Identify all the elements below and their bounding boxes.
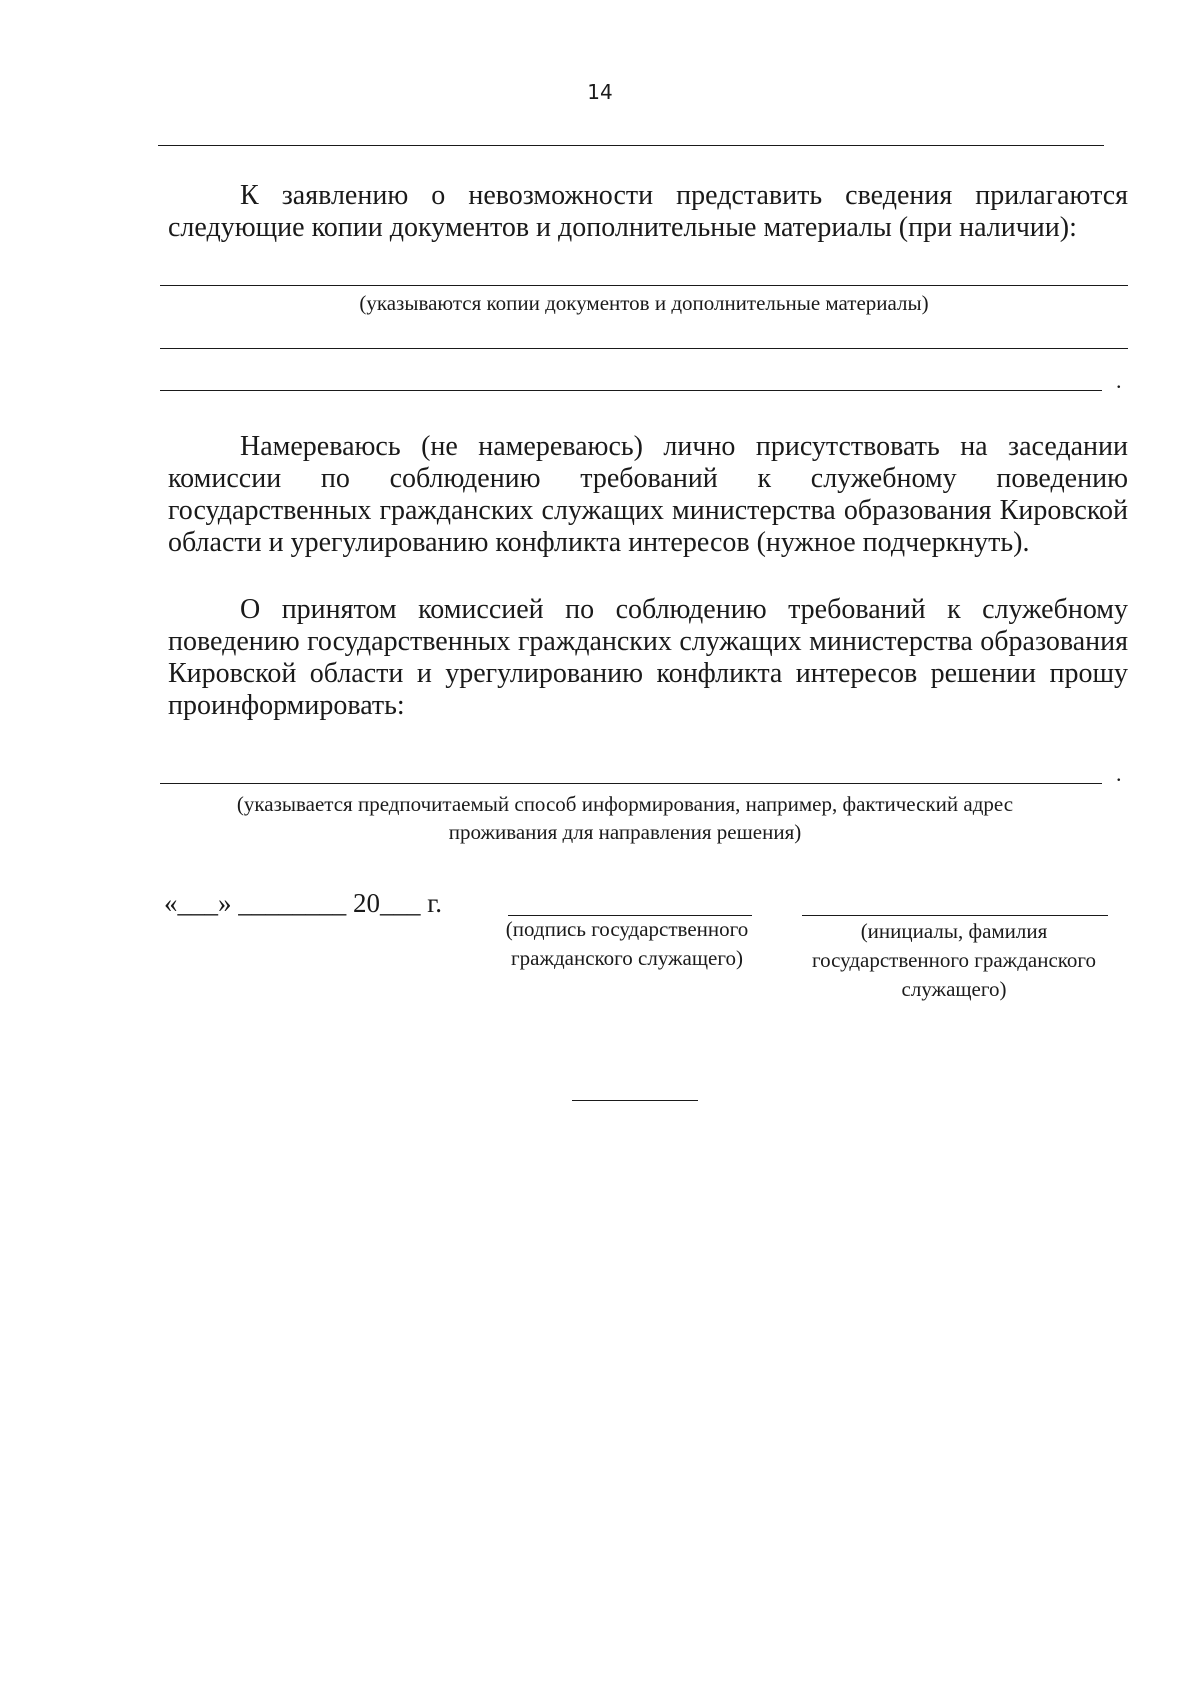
attendance-paragraph: Намереваюсь (не намереваюсь) лично присутствовать на заседании комиссии по соблюдению требований к служебному поведению государственных гражданских служащих министерства образования Кировской области и урегулированию конфликта интересов (нужное подчеркнуть). [168, 431, 1128, 558]
name-caption-line-1: (инициалы, фамилия [860, 919, 1048, 943]
attachments-fill-line-1[interactable] [160, 285, 1128, 286]
notification-end-dot: . [1116, 761, 1122, 786]
notification-hint-line-1: (указывается предпочитаемый способ информирования, например, фактический адрес [236, 792, 1014, 816]
name-caption-line-3: служащего) [901, 977, 1007, 1001]
date-field[interactable]: «___» ________ 20___ г. [164, 888, 443, 918]
attachments-fill-line-3[interactable] [160, 390, 1102, 391]
attachments-end-dot: . [1116, 368, 1122, 393]
attachments-hint: (указываются копии документов и дополнительные материалы) [359, 291, 929, 315]
top-separator-line [158, 145, 1104, 146]
name-caption [774, 917, 1134, 1004]
page-number: 14 [587, 80, 613, 104]
notification-hint-line-2: проживания для направления решения) [448, 820, 802, 844]
end-of-document-line [572, 1100, 698, 1101]
attachments-fill-line-2[interactable] [160, 348, 1128, 349]
name-line[interactable] [802, 915, 1108, 916]
signature-caption-line-1: (подпись государственного [505, 917, 749, 941]
signature-caption-line-2: гражданского служащего) [511, 946, 743, 970]
notification-paragraph: О принятом комиссией по соблюдению требований к служебному поведению государственных гражданских служащих министерства образования Кировской области и урегулированию конфликта интересов решении прошу проинформировать: [168, 594, 1128, 721]
attachments-paragraph: К заявлению о невозможности представить сведения прилагаются следующие копии документов и дополнительные материалы (при наличии): [168, 180, 1128, 243]
name-caption-line-2: государственного гражданского [811, 948, 1096, 972]
notification-fill-line[interactable] [160, 783, 1102, 784]
signature-caption [474, 915, 780, 973]
notification-hint [150, 790, 1100, 846]
